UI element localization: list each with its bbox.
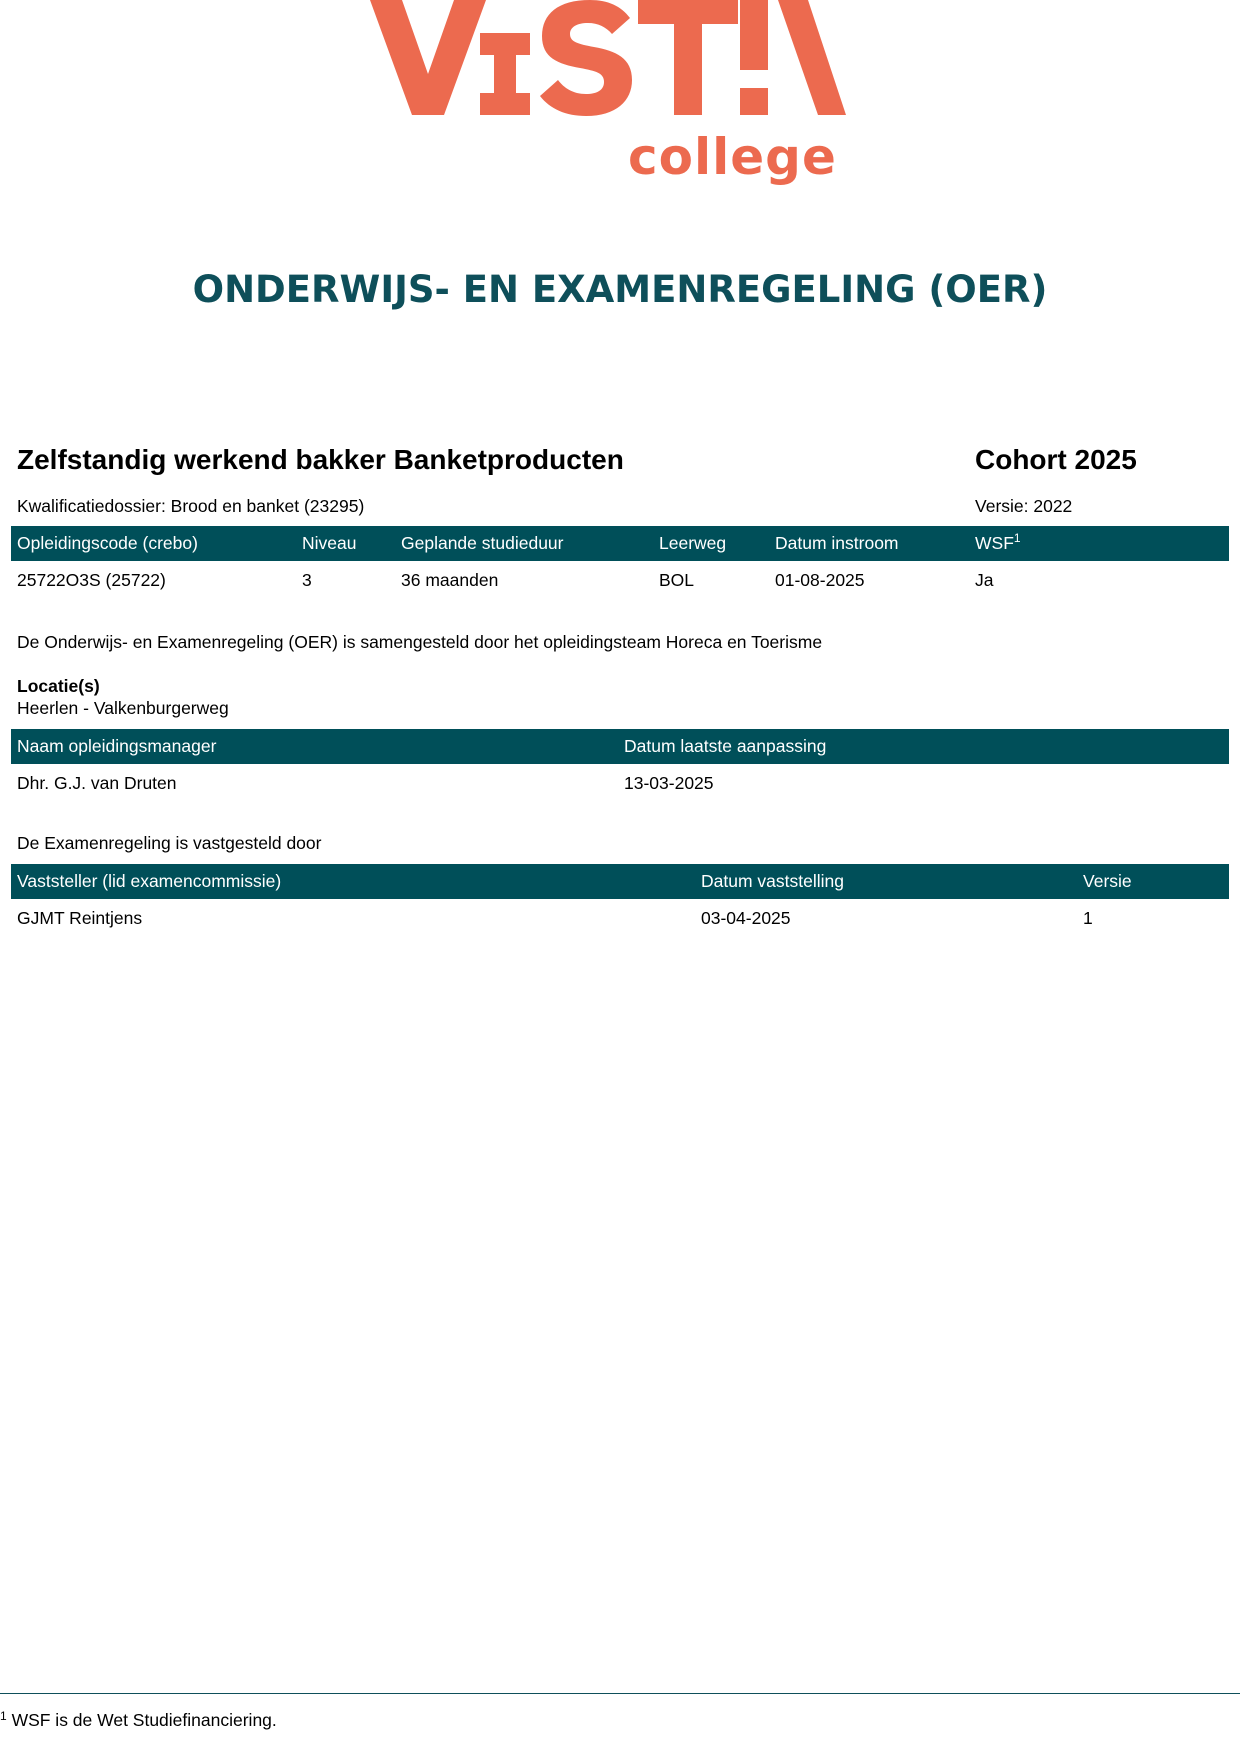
document-title: ONDERWIJS- EN EXAMENREGELING (OER) — [192, 268, 1048, 311]
header-date-established: Datum vaststelling — [695, 864, 1077, 899]
header-niveau: Niveau — [296, 526, 395, 561]
header-instroom: Datum instroom — [769, 526, 969, 561]
dossier-version: Versie: 2022 — [975, 496, 1073, 516]
header-studieduur: Geplande studieduur — [395, 526, 653, 561]
cell-niveau: 3 — [302, 569, 312, 590]
table-header-row — [11, 526, 1229, 561]
kwalificatiedossier: Kwalificatiedossier: Brood en banket (23295) — [17, 496, 365, 516]
cell-version: 1 — [1083, 907, 1093, 928]
header-leerweg: Leerweg — [653, 526, 769, 561]
locations-value: Heerlen - Valkenburgerweg — [17, 698, 229, 718]
cell-last-modified: 13-03-2025 — [624, 772, 714, 793]
cohort-label: Cohort 2025 — [975, 444, 1137, 475]
cell-instroom: 01-08-2025 — [775, 569, 865, 590]
footnote-text: WSF is de Wet Studiefinanciering. — [11, 1710, 277, 1730]
header-wsf-label: WSF — [975, 533, 1014, 553]
header-crebo: Opleidingscode (crebo) — [11, 526, 296, 561]
programme-table — [11, 526, 1229, 599]
footnote-divider — [0, 1693, 1240, 1694]
cell-vaststeller: GJMT Reintjens — [17, 907, 143, 928]
table-row — [11, 561, 1229, 599]
cell-wsf: Ja — [975, 569, 994, 590]
cell-manager-name: Dhr. G.J. van Druten — [17, 772, 177, 793]
vista-college-logo — [368, 0, 874, 205]
programme-title: Zelfstandig werkend bakker Banketproducten — [17, 444, 624, 475]
exam-table — [11, 864, 1229, 937]
header-last-modified: Datum laatste aanpassing — [618, 729, 1229, 764]
cell-leerweg: BOL — [659, 569, 695, 590]
logo-subtext: college — [628, 128, 837, 186]
header-manager-name: Naam opleidingsmanager — [11, 729, 618, 764]
cell-crebo: 25722O3S (25722) — [17, 569, 166, 590]
table-header-row — [11, 864, 1229, 899]
cell-date-established: 03-04-2025 — [701, 907, 791, 928]
locations-label: Locatie(s) — [17, 676, 100, 696]
composition-text: De Onderwijs- en Examenregeling (OER) is samengesteld door het opleidingsteam Horeca en Toerisme — [17, 632, 823, 652]
header-wsf — [969, 526, 1229, 561]
table-row — [11, 899, 1229, 937]
exam-text: De Examenregeling is vastgesteld door — [17, 833, 322, 853]
header-vaststeller: Vaststeller (lid examencommissie) — [11, 864, 695, 899]
footnote-ref[interactable]: 1 — [1013, 531, 1021, 545]
table-header-row — [11, 729, 1229, 764]
manager-table — [11, 729, 1229, 802]
cell-studieduur: 36 maanden — [401, 569, 499, 590]
table-row — [11, 764, 1229, 802]
header-version: Versie — [1077, 864, 1229, 899]
footnote — [0, 1710, 277, 1731]
footnote-marker: 1 — [0, 1709, 7, 1723]
